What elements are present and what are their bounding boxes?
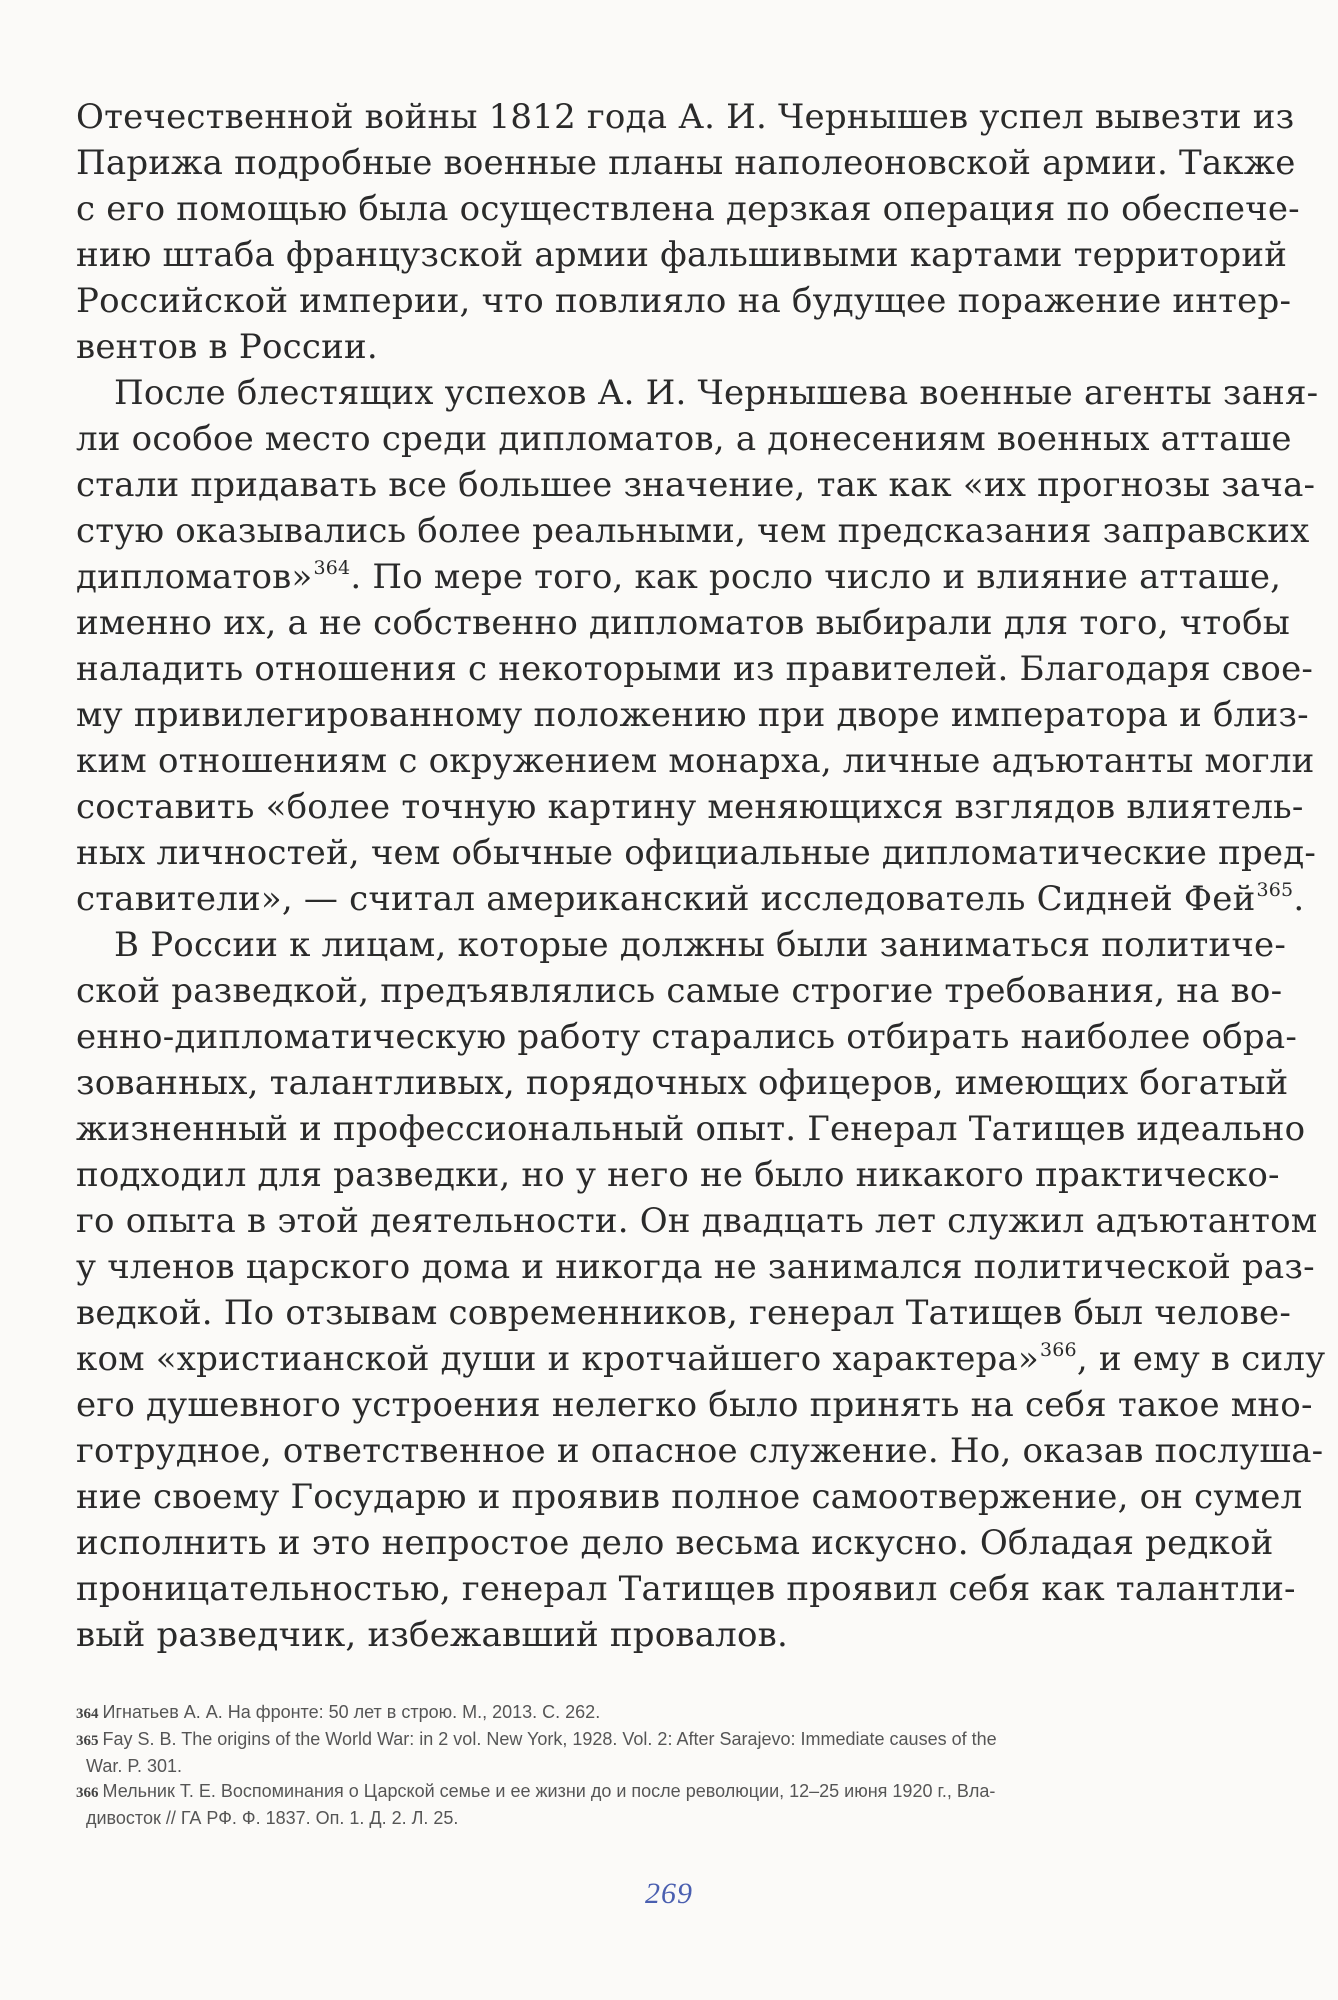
text-segment: ком «христианской души и кротчайшего характера» xyxy=(76,1339,1039,1379)
text-line-with-footnote xyxy=(76,554,1282,600)
text-line: В России к лицам, которые должны были заниматься политиче- xyxy=(114,925,1287,965)
text-line: Парижа подробные военные планы наполеоновской армии. Также xyxy=(76,143,1296,183)
footnote-ref-364[interactable]: 364 xyxy=(313,557,351,579)
main-text xyxy=(76,94,1326,1658)
text-line: нию штаба французской армии фальшивыми картами территорий xyxy=(76,235,1288,275)
text-segment: , и ему в силу xyxy=(1076,1339,1326,1379)
text-line-with-footnote xyxy=(76,1336,1326,1382)
footnote-line xyxy=(76,1700,1210,1727)
text-line: стали придавать все большее значение, так как «их прогнозы зача- xyxy=(76,465,1316,505)
text-line: ким отношениям с окружением монарха, личные адъютанты могли xyxy=(76,741,1315,781)
paragraph-1 xyxy=(76,94,1300,370)
text-line: готрудное, ответственное и опасное служение. Но, оказав послуша- xyxy=(76,1431,1324,1471)
paragraph-2 xyxy=(76,370,1319,922)
footnote-365 xyxy=(76,1727,1210,1779)
text-line: жизненный и профессиональный опыт. Генерал Татищев идеально xyxy=(76,1109,1306,1149)
footnote-text: Мельник Т. Е. Воспоминания о Царской семье и ее жизни до и после революции, 12–25 июня 1920 г., Вла- xyxy=(102,1781,996,1801)
footnote-continuation: дивосток // ГА РФ. Ф. 1837. Оп. 1. Д. 2. Л. 25. xyxy=(86,1808,459,1828)
text-line: составить «более точную картину меняющихся взглядов влиятель- xyxy=(76,787,1304,827)
text-line: вентов в России. xyxy=(76,327,378,367)
footnote-text: Игнатьев А. А. На фронте: 50 лет в строю. М., 2013. С. 262. xyxy=(102,1702,601,1722)
text-line: подходил для разведки, но у него не было никакого практическо- xyxy=(76,1155,1280,1195)
text-line: стую оказывались более реальными, чем предсказания заправских xyxy=(76,511,1310,551)
text-segment: . xyxy=(1293,879,1305,919)
text-line: ли особое место среди дипломатов, а донесениям военных атташе xyxy=(76,419,1292,459)
text-segment: . По мере того, как росло число и влияние атташе, xyxy=(350,557,1282,597)
text-segment: ставители», — считал американский исследователь Сидней Фей xyxy=(76,879,1256,919)
footnote-number: 364 xyxy=(76,1706,99,1722)
footnote-364 xyxy=(76,1700,1210,1727)
text-line: Российской империи, что повлияло на будущее поражение интер- xyxy=(76,281,1292,321)
footnote-366 xyxy=(76,1779,1210,1831)
paragraph-3 xyxy=(76,922,1326,1658)
text-line-with-footnote xyxy=(76,876,1305,922)
text-line: му привилегированному положению при дворе императора и близ- xyxy=(76,695,1309,735)
text-line: енно-дипломатическую работу старались отбирать наиболее обра- xyxy=(76,1017,1298,1057)
text-line: ние своему Государю и проявив полное самоотвержение, он сумел xyxy=(76,1477,1303,1517)
text-line: вый разведчик, избежавший провалов. xyxy=(76,1615,789,1655)
footnote-number: 365 xyxy=(76,1733,99,1749)
text-line: Отечественной войны 1812 года А. И. Чернышев успел вывезти из xyxy=(76,97,1295,137)
text-line: с его помощью была осуществлена дерзкая операция по обеспече- xyxy=(76,189,1300,229)
text-line: проницательностью, генерал Татищев проявил себя как талантли- xyxy=(76,1569,1296,1609)
text-line: После блестящих успехов А. И. Чернышева военные агенты заня- xyxy=(114,373,1319,413)
text-line: его душевного устроения нелегко было принять на себя такое мно- xyxy=(76,1385,1313,1425)
footnote-line xyxy=(76,1779,1210,1806)
text-line: именно их, а не собственно дипломатов выбирали для того, чтобы xyxy=(76,603,1291,643)
text-segment: дипломатов» xyxy=(76,557,313,597)
text-line: у членов царского дома и никогда не занимался политической раз- xyxy=(76,1247,1315,1287)
text-line: ных личностей, чем обычные официальные дипломатические пред- xyxy=(76,833,1317,873)
page-number: 269 xyxy=(645,1877,693,1910)
text-line: исполнить и это непростое дело весьма искусно. Обладая редкой xyxy=(76,1523,1274,1563)
footnote-ref-366[interactable]: 366 xyxy=(1039,1339,1077,1361)
text-line: го опыта в этой деятельности. Он двадцать лет служил адъютантом xyxy=(76,1201,1318,1241)
footnote-number: 366 xyxy=(76,1785,99,1801)
footnotes xyxy=(76,1700,1210,1831)
footnote-line xyxy=(76,1727,1210,1754)
footnote-continuation: War. P. 301. xyxy=(86,1756,183,1776)
text-line: зованных, талантливых, порядочных офицеров, имеющих богатый xyxy=(76,1063,1289,1103)
text-line: ведкой. По отзывам современников, генерал Татищев был челове- xyxy=(76,1293,1292,1333)
text-line: наладить отношения с некоторыми из правителей. Благодаря свое- xyxy=(76,649,1314,689)
text-line: ской разведкой, предъявлялись самые строгие требования, на во- xyxy=(76,971,1283,1011)
footnote-ref-365[interactable]: 365 xyxy=(1256,879,1294,901)
footnote-text: Fay S. B. The origins of the World War: in 2 vol. New York, 1928. Vol. 2: After Sarajevo: Immediate causes of the xyxy=(102,1729,997,1749)
